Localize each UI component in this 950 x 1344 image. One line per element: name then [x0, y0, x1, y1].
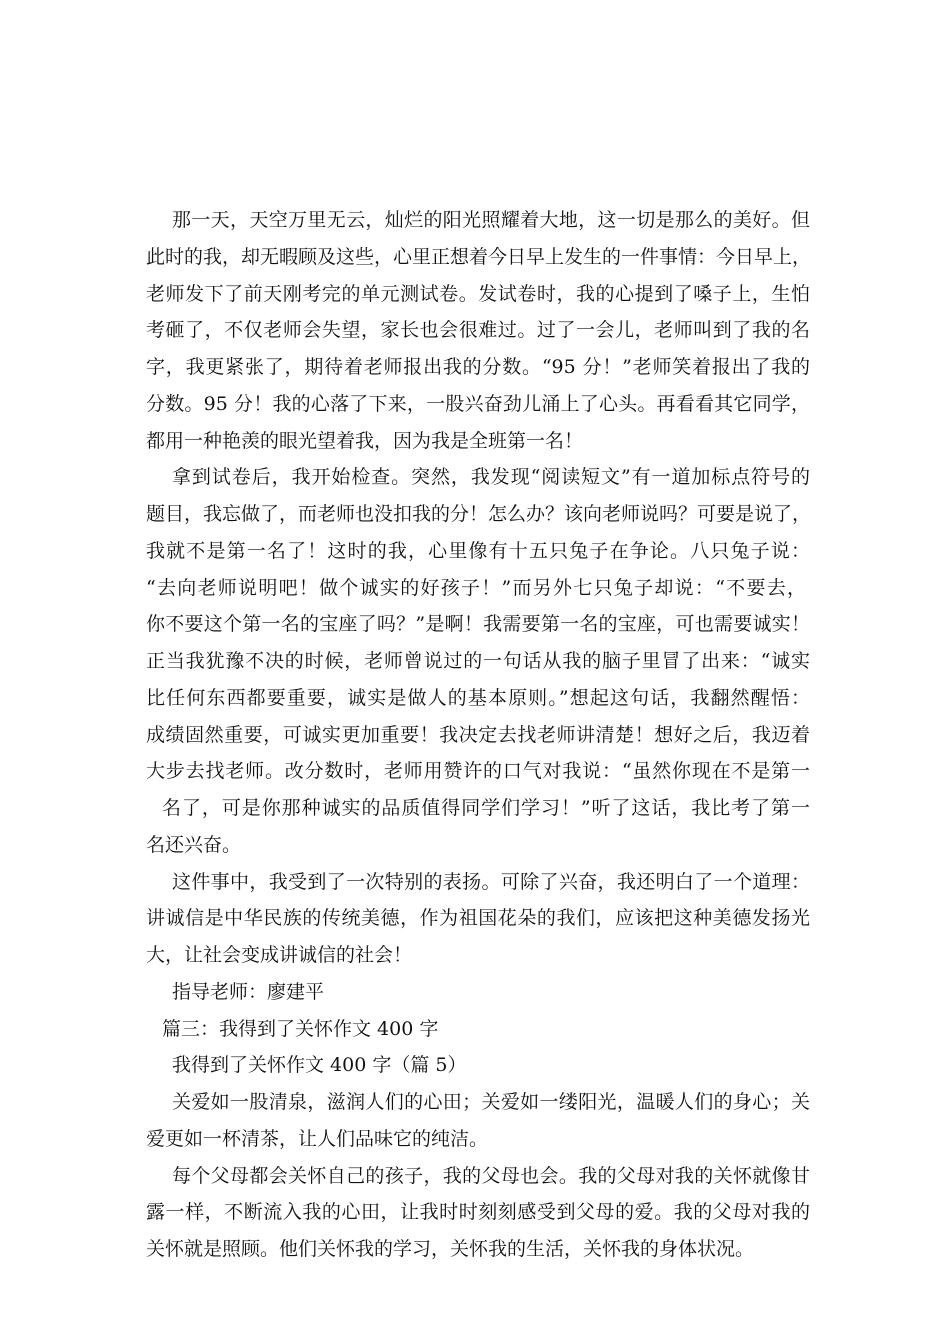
text-line: 爱更如一杯清茶，让人们品味它的纯洁。 [146, 1128, 489, 1150]
text-line: 考砸了，不仅老师会失望，家长也会很难过。过了一会儿，老师叫到了我的名 [146, 319, 810, 341]
text-line: 成绩固然重要，可诚实更加重要！我决定去找老师讲清楚！想好之后，我迈着 [146, 724, 810, 746]
text-line: 大步去找老师。改分数时，老师用赞许的口气对我说：“虽然你现在不是第一 [146, 760, 810, 782]
text-line: 关爱如一股清泉，滋润人们的心田；关爱如一缕阳光，温暖人们的身心；关 [172, 1091, 810, 1113]
text-line: 比任何东西都要重要，诚实是做人的基本原则。”想起这句话，我翻然醒悟： [146, 687, 810, 709]
text-line: 名了，可是你那种诚实的品质值得同学们学习！”听了这话，我比考了第一 [162, 797, 810, 819]
text-line: 大，让社会变成讲诚信的社会！ [146, 944, 413, 966]
text-line: 此时的我，却无暇顾及这些，心里正想着今日早上发生的一件事情：今日早上， [146, 246, 812, 268]
text-line: 我就不是第一名了！这时的我，心里像有十五只兔子在争论。八只兔子说： [146, 540, 810, 562]
text-line: 拿到试卷后，我开始检查。突然，我发现“阅读短文”有一道加标点符号的 [172, 466, 810, 488]
text-line: 你不要这个第一名的宝座了吗？”是啊！我需要第一名的宝座，可也需要诚实！ [146, 613, 810, 635]
text-line: 正当我犹豫不决的时候，老师曾说过的一句话从我的脑子里冒了出来：“诚实 [146, 650, 810, 672]
text-line: 分数。95 分！我的心落了下来，一股兴奋劲儿涌上了心头。再看看其它同学， [146, 393, 810, 415]
text-line: 关怀就是照顾。他们关怀我的学习，关怀我的生活，关怀我的身体状况。 [146, 1238, 755, 1260]
text-line: 这件事中，我受到了一次特别的表扬。可除了兴奋，我还明白了一个道理： [172, 871, 810, 893]
text-line: 老师发下了前天刚考完的单元测试卷。发试卷时，我的心提到了嗓子上，生怕 [146, 283, 810, 305]
text-line: 都用一种艳羡的眼光望着我，因为我是全班第一名！ [146, 430, 584, 452]
advisor-line: 指导老师：廖建平 [172, 981, 325, 1003]
text-line: 字，我更紧张了，期待着老师报出我的分数。“95 分！”老师笑着报出了我的 [146, 356, 810, 378]
text-line: 讲诚信是中华民族的传统美德，作为祖国花朵的我们，应该把这种美德发扬光 [146, 907, 810, 929]
section-title: 篇三：我得到了关怀作文 400 字 [162, 1018, 439, 1040]
text-line: 那一天，天空万里无云，灿烂的阳光照耀着大地，这一切是那么的美好。但 [172, 209, 810, 231]
text-line: 名还兴奋。 [146, 834, 242, 856]
essay-title: 我得到了关怀作文 400 字（篇 5） [172, 1054, 467, 1076]
text-line: 每个父母都会关怀自己的孩子，我的父母也会。我的父母对我的关怀就像甘 [172, 1165, 810, 1187]
text-line: “去向老师说明吧！做个诚实的好孩子！”而另外七只兔子却说：“不要去， [146, 577, 806, 599]
text-line: 露一样，不断流入我的心田，让我时时刻刻感受到父母的爱。我的父母对我的 [146, 1201, 810, 1223]
text-line: 题目，我忘做了，而老师也没扣我的分！怎么办？该向老师说吗？可要是说了， [146, 503, 812, 525]
